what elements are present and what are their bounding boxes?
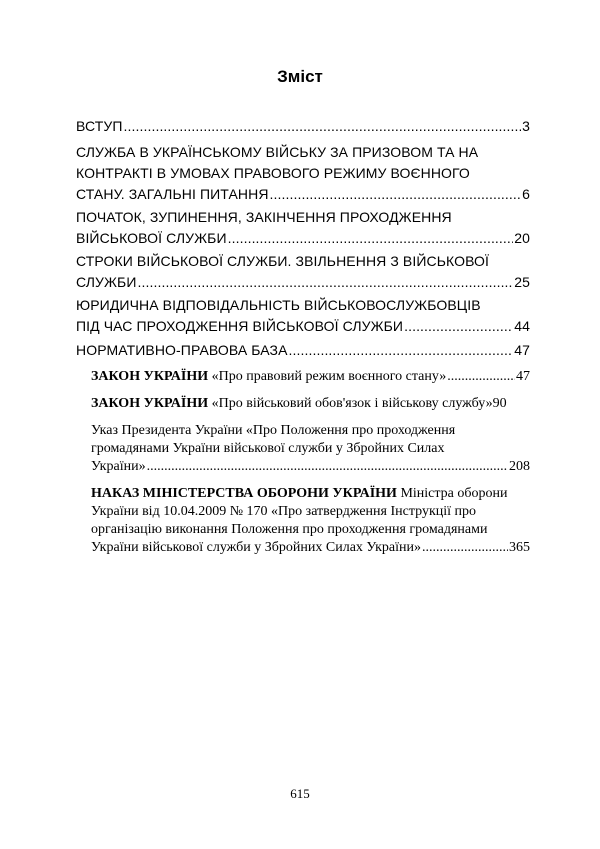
- toc-entry-title-line: ЮРИДИЧНА ВІДПОВІДАЛЬНІСТЬ ВІЙСЬКОВОСЛУЖБОВЦІВ: [76, 297, 481, 313]
- toc-page-number: 44: [514, 318, 530, 334]
- toc-entry-title: НОРМАТИВНО-ПРАВОВА БАЗА: [76, 342, 288, 358]
- page-number: 615: [290, 786, 310, 801]
- toc-page-number: 365: [509, 540, 530, 555]
- dot-leader: [228, 228, 514, 249]
- dot-leader: [422, 539, 508, 557]
- dot-leader: [124, 117, 522, 135]
- toc-entry-presidential-decree[interactable]: [91, 422, 530, 476]
- toc-entry-title: ВСТУП: [76, 118, 123, 134]
- toc-entry-title-line: організацію виконання Положення про проходження громадянами: [91, 522, 488, 537]
- toc-page-number: 47: [514, 342, 530, 358]
- toc-entry-title: [91, 368, 446, 386]
- dot-leader: [289, 341, 514, 359]
- toc-entry-title-line: КОНТРАКТІ В УМОВАХ ПРАВОВОГО РЕЖИМУ ВОЄННОГО: [76, 165, 470, 181]
- toc-page-number: 208: [509, 459, 530, 474]
- dot-leader: [270, 184, 522, 205]
- law-type-label: ЗАКОН УКРАЇНИ: [91, 396, 209, 411]
- toc-entry-service-terms[interactable]: [76, 251, 530, 293]
- toc-entry-title-line: ВІЙСЬКОВОЇ СЛУЖБИ: [76, 230, 227, 246]
- toc-entry-title-line: ПІД ЧАС ПРОХОДЖЕННЯ ВІЙСЬКОВОЇ СЛУЖБИ: [76, 318, 404, 334]
- toc-entry-title-line: Указ Президента України «Про Положення про проходження: [91, 423, 456, 438]
- toc-entry-title-line: СЛУЖБА В УКРАЇНСЬКОМУ ВІЙСЬКУ ЗА ПРИЗОВОМ ТА НА: [76, 144, 479, 160]
- dot-leader: [138, 272, 514, 293]
- law-title: «Про правовий режим воєнного стану»: [208, 369, 447, 384]
- toc-entry-introduction[interactable]: [76, 117, 530, 135]
- law-title: «Про військовий обов'язок і військову службу»: [208, 396, 493, 411]
- toc-entry-military-duty-act[interactable]: [91, 395, 530, 413]
- toc-entry-legal-liability[interactable]: [76, 295, 530, 337]
- toc-entry-title-line: СТАНУ. ЗАГАЛЬНІ ПИТАННЯ: [76, 186, 269, 202]
- toc-page-number: 90: [492, 396, 507, 411]
- dot-leader: [404, 316, 513, 337]
- toc-page-number: 20: [514, 230, 530, 246]
- toc-entry-defense-ministry-order[interactable]: [91, 485, 530, 557]
- toc-entry-title-line: України військової служби у Збройних Силах України»: [91, 540, 421, 555]
- toc-page-number: 25: [514, 274, 530, 290]
- order-issuer: Міністра оборони: [396, 486, 508, 501]
- toc-entry-title-line: СЛУЖБИ: [76, 274, 137, 290]
- toc-page-number: 3: [522, 118, 530, 134]
- toc-entry-title-line: ПОЧАТОК, ЗУПИНЕННЯ, ЗАКІНЧЕННЯ ПРОХОДЖЕННЯ: [76, 209, 452, 225]
- toc-entry-title-line: України від 10.04.2009 № 170 «Про затвердження Інструкції про: [91, 504, 477, 519]
- law-type-label: ЗАКОН УКРАЇНИ: [91, 369, 209, 384]
- toc-page-number: 47: [516, 369, 530, 384]
- toc-entry-service-start-end[interactable]: [76, 207, 530, 249]
- toc-page-number: 6: [522, 186, 530, 202]
- toc-entry-title-line: громадянами України військової служби у Збройних Силах: [91, 441, 445, 456]
- toc-entry-title-line: України»: [91, 459, 146, 474]
- dot-leader: [447, 368, 515, 386]
- toc-entry-title-line: [91, 485, 507, 503]
- order-type-label: НАКАЗ МІНІСТЕРСТВА ОБОРОНИ УКРАЇНИ: [91, 486, 397, 501]
- toc-entry-service-general[interactable]: [76, 142, 530, 205]
- toc-entry-regulatory-base[interactable]: [76, 341, 530, 359]
- toc-entry-title-line: СТРОКИ ВІЙСЬКОВОЇ СЛУЖБИ. ЗВІЛЬНЕННЯ З ВІЙСЬКОВОЇ: [76, 253, 490, 269]
- page-title: Зміст: [277, 67, 323, 86]
- toc-entry-martial-law-act[interactable]: [91, 368, 530, 386]
- toc-entry-title: [91, 395, 493, 413]
- dot-leader: [147, 458, 508, 476]
